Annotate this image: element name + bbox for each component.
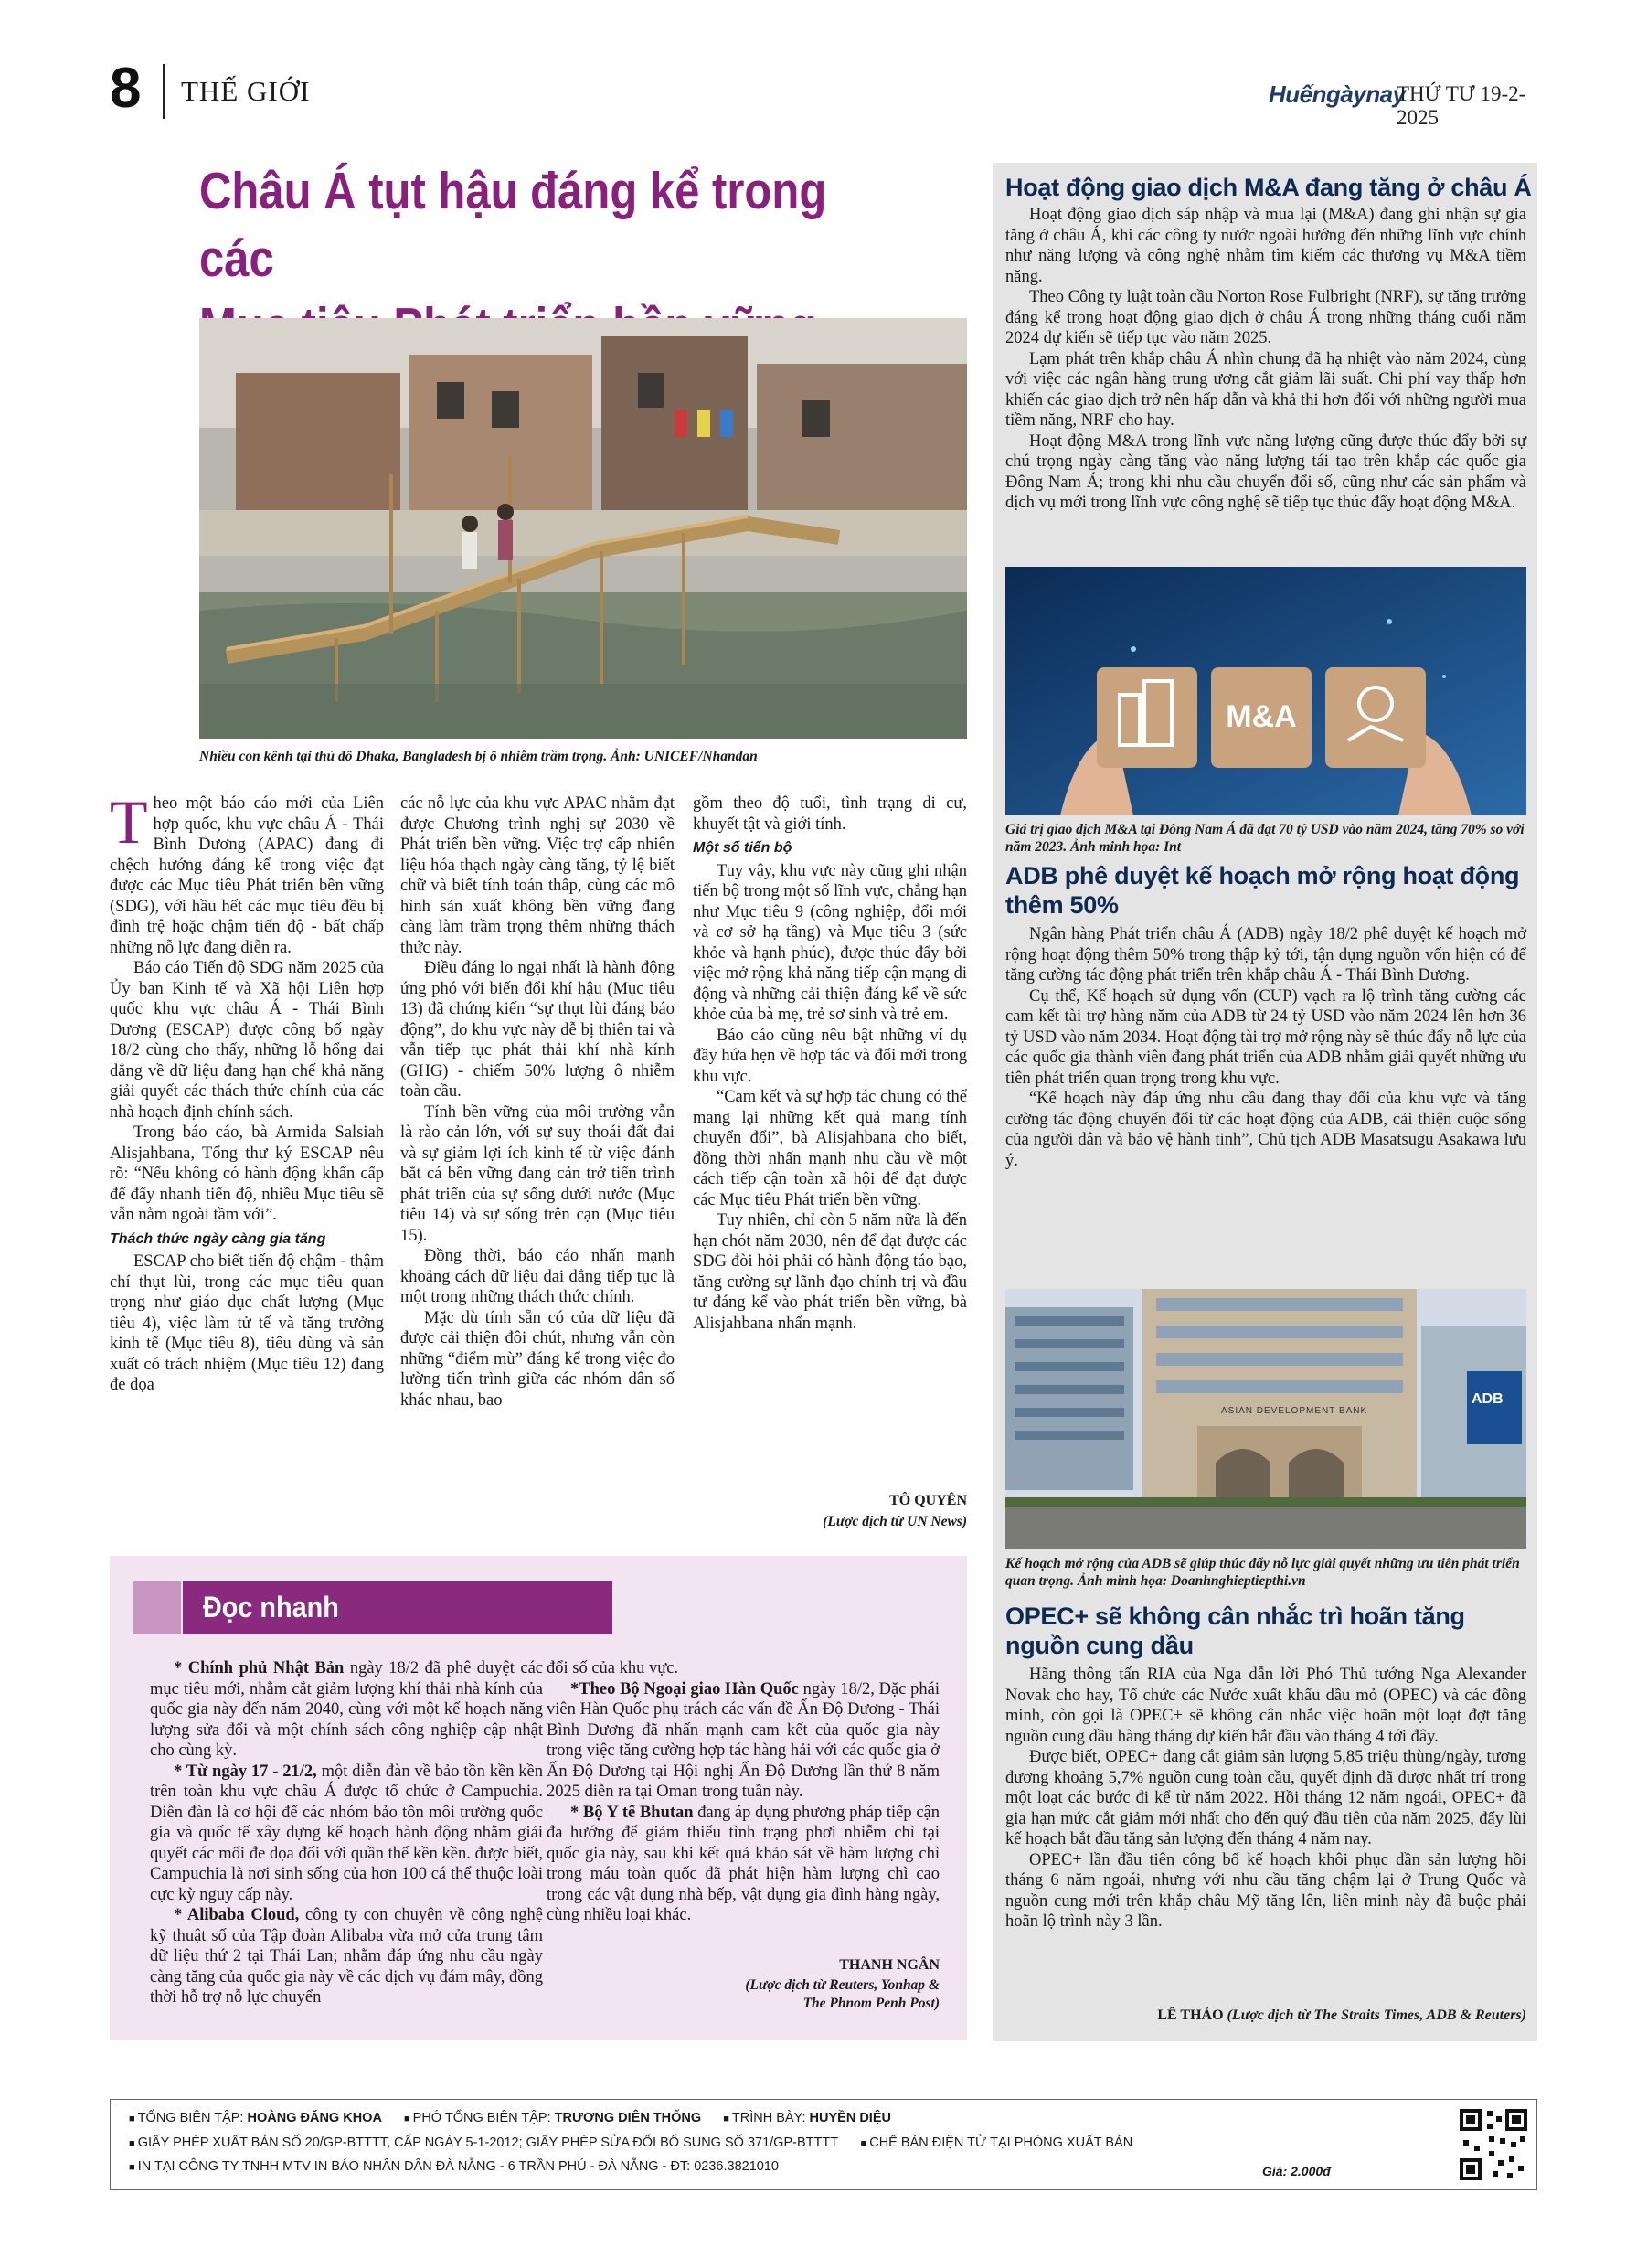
- issue-date: THỨ TƯ 19-2-2025: [1397, 82, 1526, 129]
- article-paragraph: “Kế hoạch này đáp ứng nhu cầu đang thay đổi của khu vực và tăng cường tác động chuyển đổi từ các hoạt động của ADB, cải thiện cuộc sống của người dân và bảo vệ hành tinh”, Chủ tịch ADB Masatsugu Asakawa lưu ý.: [1005, 1090, 1526, 1170]
- quick-read-item: [547, 1803, 940, 1926]
- page-header: [110, 57, 1535, 129]
- article-paragraph: Tính bền vững của môi trường vẫn là rào cản lớn, với sự suy thoái đất đai và sự giảm lợi ích kinh tế từ việc đánh bắt cá bền vững đang cản trở tiến trình phát triển của sự sống dưới nước (Mục tiêu 14) và sự sống trên cạn (Mục tiêu 15).: [400, 1102, 675, 1245]
- quick-read-item: [547, 1679, 940, 1803]
- adb-building-sign: ASIAN DEVELOPMENT BANK: [1221, 1406, 1368, 1416]
- page-number: 8: [110, 57, 142, 120]
- article-paragraph: Điều đáng lo ngại nhất là hành động ứng phó với biến đổi khí hậu (Mục tiêu 13) đã chứng kiến “sự thụt lùi đáng báo động”, do khu vực này dễ bị thiên tai và vẫn tiếp tục phát thải khí nhà kính (GHG) - chiếm 50% lượng ô nhiễm toàn cầu.: [400, 959, 675, 1101]
- quick-read-column-2: [547, 1658, 940, 1926]
- footer-line-1: [129, 2111, 1390, 2125]
- paragraph-text: heo một báo cáo mới của Liên hợp quốc, khu vực châu Á - Thái Bình Dương (APAC) đang đi chệch hướng đáng kể trong việc đạt được các Mục tiêu Phát triển bền vững (SDG), với hầu hết các mục tiêu đều bị đình trệ hoặc chậm tiến độ - bất chấp những nỗ lực đang diễn ra.: [110, 794, 384, 957]
- footer-license: ■ GIẤY PHÉP XUẤT BẢN SỐ 20/GP-BTTTT, CẤP NGÀY 5-1-2012; GIẤY PHÉP SỬA ĐỔI BỔ SUNG SỐ 371/GP-BTTTT: [129, 2135, 838, 2150]
- main-source: (Lược dịch từ UN News): [823, 1514, 967, 1529]
- footer-value: TRƯƠNG DIÊN THỐNG: [554, 2111, 702, 2125]
- right-sidebar: [993, 163, 1537, 2041]
- article-paragraph: Đồng thời, báo cáo nhấn mạnh khoảng cách dữ liệu dai dẳng tiếp tục là một trong những thách thức chính.: [400, 1247, 675, 1306]
- article-paragraph: Hãng thông tấn RIA của Nga dẫn lời Phó Thủ tướng Nga Alexander Novak cho hay, Tổ chức các Nước xuất khẩu dầu mỏ (OPEC) và các đồng minh, còn gọi là OPEC+ sẽ không cân nhắc việc hoãn một loạt đợt tăng nguồn cung dầu hàng tháng dự kiến bắt đầu vào tháng 4 tới đây.: [1005, 1666, 1526, 1746]
- qr-code-graphic: [1456, 2105, 1531, 2184]
- article-paragraph: ESCAP cho biết tiến độ chậm - thậm chí thụt lùi, trong các mục tiêu quan trọng như giáo dục chất lượng (Mục tiêu 4), việc làm tử tế và tăng trưởng kinh tế (Mục tiêu 8), tiêu dùng và sản xuất có trách nhiệm (Mục tiêu 12) đang đe dọa: [110, 1252, 384, 1394]
- article-paragraph: Hoạt động giao dịch sáp nhập và mua lại (M&A) đang ghi nhận sự gia tăng ở châu Á, khi các công ty nước ngoài hướng đến những lĩnh vực chính như năng lượng và công nghệ nhằm tìm kiếm các thương vụ M&A tiềm năng.: [1005, 206, 1526, 286]
- ma-headline: Hoạt động giao dịch M&A đang tăng ở châu Á: [1005, 174, 1532, 201]
- quick-read-box: [110, 1556, 967, 2040]
- footer-label: PHÓ TỔNG BIÊN TẬP:: [412, 2111, 551, 2125]
- header-divider: [163, 64, 165, 119]
- opec-byline: [1005, 2007, 1526, 2024]
- ma-article: [1005, 205, 1526, 514]
- article-paragraph: Tuy vậy, khu vực này cũng ghi nhận tiến bộ trong một số lĩnh vực, chẳng hạn như Mục tiêu 9 (công nghiệp, đổi mới và cơ sở hạ tầng) và Mục tiêu 3 (sức khỏe và hạnh phúc), được thúc đẩy bởi việc mở rộng khả năng tiếp cận mạng di động và những cải thiện đáng kể về sức khỏe của bà mẹ, trẻ sơ sinh và trẻ em.: [693, 861, 967, 1024]
- footer-layout: [723, 2111, 891, 2125]
- article-paragraph: Theo Công ty luật toàn cầu Norton Rose Fulbright (NRF), sự tăng trưởng đáng kể trong hoạt động giao dịch ở châu Á trong những tháng cuối năm 2024 dự kiến sẽ tiếp tục vào năm 2025.: [1005, 288, 1526, 347]
- adb-banner: ADB: [1472, 1391, 1504, 1407]
- main-author: TÔ QUYÊN: [889, 1493, 967, 1508]
- adb-building-photo: [1005, 1289, 1526, 1549]
- item-text: ngày 18/2 đã phê duyệt các mục tiêu mới, nhằm cắt giảm lượng khí thải nhà kính của quốc gia này đến năm 2040, cùng với một kế hoạch năng lượng sửa đổi và một chính sách công nghiệp cập nhật cho cùng kỳ.: [150, 1659, 544, 1760]
- article-paragraph: Ngân hàng Phát triển châu Á (ADB) ngày 18/2 phê duyệt kế hoạch mở rộng hoạt động thêm 50% trong thập kỷ tới, tận dụng nguồn vốn hiện có để tăng cường tác động phát triển trên khắp châu Á - Thái Bình Dương.: [1005, 925, 1526, 985]
- quick-read-item: [150, 1658, 543, 1762]
- adb-photo-caption: Kế hoạch mở rộng của ADB sẽ giúp thúc đẩy nỗ lực giải quyết những ưu tiên phát triển quan trọng. Ảnh minh họa: Doanhnghieptiepthi.vn: [1005, 1556, 1520, 1589]
- article-paragraph: các nỗ lực của khu vực APAC nhằm đạt được Chương trình nghị sự 2030 về Phát triển bền vững. Việc trợ cấp nhiên liệu hóa thạch ngày càng tăng, tỷ lệ biết chữ và biết tính toán thấp, cùng các mô hình sản xuất không bền vững đang càng làm trầm trọng thêm những thách thức này.: [400, 794, 675, 957]
- footer-printer: ■ IN TẠI CÔNG TY TNHH MTV IN BÁO NHÂN DÂN ĐÀ NẴNG - 6 TRẦN PHÚ - ĐÀ NẴNG - ĐT: 0236.3821010: [129, 2159, 779, 2174]
- article-column-3: [693, 793, 967, 1334]
- item-text: một diễn đàn về bảo tồn kền kền trên toàn khu vực châu Á được tổ chức ở Campuchia. Diễn đàn là cơ hội để các nhóm bảo tồn môi trường quốc gia và quốc tế xây dựng kế hoạch hành động nhằm giải quyết các mối đe dọa đối với quần thể kền kền. được biết, Campuchia là nơi sinh sống của hơn 100 cá thể thuộc loài cực kỳ nguy cấp này.: [150, 1762, 543, 1904]
- article-paragraph: gồm theo độ tuổi, tình trạng di cư, khuyết tật và giới tính.: [693, 794, 967, 834]
- footer-value: HUYỀN DIỆU: [809, 2111, 891, 2125]
- quick-read-title: Đọc nhanh: [203, 1591, 339, 1624]
- quick-read-item: [150, 1905, 543, 2008]
- quick-read-item: [150, 1762, 543, 1906]
- item-text: đang áp dụng phương pháp tiếp cận đa hướng để giảm thiểu tình trạng phơi nhiễm chì tại quốc gia này, sau khi kết quả khảo sát về hàm lượng chì trong máu toàn quốc đã phát hiện hàm lượng chì cao trong các vật dụng nhà bếp, vật dụng gia đình hàng ngày, cùng nhiều loại khác.: [547, 1803, 940, 1924]
- item-lead: * Alibaba Cloud,: [174, 1906, 300, 1924]
- ma-block-label: M&A: [1226, 699, 1297, 734]
- opec-article: [1005, 1665, 1526, 1933]
- dhaka-canal-illustration: [199, 318, 967, 739]
- footer-line-3: [129, 2158, 1390, 2175]
- footer-label: TRÌNH BÀY:: [731, 2111, 806, 2125]
- article-paragraph: Báo cáo Tiến độ SDG năm 2025 của Ủy ban Kinh tế và Xã hội Liên hợp quốc khu vực châu Á - Thái Bình Dương (ESCAP) được công bố ngày 18/2 cùng cho thấy, những lỗ hổng dai dẳng về dữ liệu đang hạn chế khả năng giải quyết các thách thức chính của các nhà hoạch định chính sách.: [110, 959, 384, 1122]
- quick-read-title-bar: [183, 1581, 612, 1634]
- dropcap: T: [110, 787, 148, 857]
- footer-box: [110, 2099, 1537, 2190]
- article-column-2: [400, 793, 675, 1411]
- adb-article: [1005, 924, 1526, 1171]
- footer-editor: [129, 2111, 382, 2125]
- article-paragraph: [110, 787, 384, 958]
- article-paragraph: Hoạt động M&A trong lĩnh vực năng lượng cũng được thúc đẩy bởi sự chú trọng ngày càng tăng vào năng lượng tái tạo trên khắp các quốc gia Đông Nam Á; trong khi nhu cầu chuyển đổi số, cũng như các sản phẩm và dịch vụ mới trong lĩnh vực công nghệ sẽ tiếp tục thúc đẩy hoạt động M&A.: [1005, 431, 1526, 512]
- opec-headline: OPEC+ sẽ không cân nhắc trì hoãn tăng nguồn cung dầu: [1005, 1603, 1465, 1659]
- item-lead: * Chính phủ Nhật Bản: [174, 1659, 345, 1677]
- subheading-progress: Một số tiến bộ: [693, 840, 792, 856]
- article-paragraph: Tuy nhiên, chỉ còn 5 năm nữa là đến hạn chót năm 2030, nên để đạt được các SDG đòi hỏi phải có hành động táo bạo, tăng cường sự lãnh đạo chính trị và đầu tư đáng kể vào phát triển bền vững, bà Alisjahbana nhấn mạnh.: [693, 1211, 967, 1333]
- quick-read-source-2: The Phnom Penh Post): [802, 1996, 940, 2011]
- item-lead: * Bộ Y tế Bhutan: [570, 1803, 694, 1822]
- main-photo-caption: Nhiều con kênh tại thủ đô Dhaka, Bangladesh bị ô nhiễm trầm trọng. Ảnh: UNICEF/Nhandan: [199, 749, 758, 764]
- item-text: công ty con chuyên về công nghệ kỹ thuật số của Tập đoàn Alibaba vừa mở cửa trung tâm dữ liệu thứ 2 tại Thái Lan; nhằm đáp ứng nhu cầu ngày càng tăng của quốc gia này về các dịch vụ đám mây, đồng thời hỗ trợ nỗ lực chuyển: [150, 1906, 544, 2007]
- adb-building-illustration: [1005, 1289, 1526, 1549]
- footer-price: Giá: 2.000đ: [1262, 2164, 1331, 2178]
- footer-label: TỔNG BIÊN TẬP:: [137, 2111, 244, 2125]
- adb-headline: ADB phê duyệt kế hoạch mở rộng hoạt động thêm 50%: [1005, 862, 1520, 919]
- footer-prepress: ■ CHẾ BẢN ĐIỆN TỬ TẠI PHÒNG XUẤT BẢN: [861, 2135, 1133, 2150]
- item-lead: * Từ ngày 17 - 21/2,: [174, 1762, 317, 1781]
- article-paragraph: Mặc dù tính sẵn có của dữ liệu đã được cải thiện đôi chút, nhưng vẫn còn những “điểm mù” đáng kể trong việc đo lường tiến trình giữa các nhóm dân số khác nhau, bao: [400, 1308, 675, 1410]
- quick-read-item: đổi số của khu vực.: [547, 1659, 679, 1677]
- quick-read-accent: [133, 1581, 181, 1634]
- dhaka-canal-photo: [199, 318, 967, 739]
- item-lead: *Theo Bộ Ngoại giao Hàn Quốc: [570, 1679, 799, 1698]
- quick-read-author: THANH NGÂN: [839, 1957, 940, 1973]
- opec-source: (Lược dịch từ The Straits Times, ADB & Reuters): [1223, 2007, 1526, 2023]
- headline-line-1: Châu Á tụt hậu đáng kể trong các: [199, 162, 827, 288]
- footer-deputy: [404, 2111, 701, 2125]
- ma-photo-caption: Giá trị giao dịch M&A tại Đông Nam Á đã đạt 70 tỷ USD vào năm 2024, tăng 70% so với năm 2023. Ảnh minh họa: Int: [1005, 822, 1525, 855]
- opec-author: LÊ THẢO: [1157, 2007, 1224, 2023]
- footer-value: HOÀNG ĐĂNG KHOA: [247, 2111, 382, 2125]
- footer-line-2: [129, 2135, 1390, 2151]
- article-paragraph: Cụ thể, Kế hoạch sử dụng vốn (CUP) vạch ra lộ trình tăng cường các cam kết tài trợ hàng năm của ADB từ 24 tỷ USD vào năm 2024 lên hơn 36 tỷ USD vào năm 2034. Hoạt động tài trợ mở rộng này sẽ thúc đẩy nỗ lực của các quốc gia thành viên đang phát triển của ADB nhằm giải quyết những ưu tiên phát triển quan trọng trong khu vực.: [1005, 986, 1526, 1088]
- masthead-logo: Huếngàynay: [1269, 80, 1406, 108]
- article-paragraph: Trong báo cáo, bà Armida Salsiah Alisjahbana, Tổng thư ký ESCAP nêu rõ: “Nếu không có hành động khẩn cấp để đẩy nhanh tiến độ, nhiều Mục tiêu sẽ vẫn nằm ngoài tầm với”.: [110, 1123, 384, 1224]
- article-paragraph: OPEC+ lần đầu tiên công bố kế hoạch khôi phục dần sản lượng hồi tháng 6 năm ngoái, nhưng với nhu cầu tăng chậm lại ở Trung Quốc và nguồn cung mới trên khắp châu Mỹ tăng lên, liên minh này đã buộc phải hoãn lộ trình này 3 lần.: [1005, 1850, 1526, 1931]
- article-column-1: [110, 787, 384, 1396]
- ma-photo: [1005, 567, 1526, 815]
- ma-blocks-illustration: [1005, 567, 1526, 815]
- quick-read-source-1: (Lược dịch từ Reuters, Yonhap &: [745, 1977, 940, 1993]
- item-text: ngày 18/2, Đặc phái viên Hàn Quốc phụ trách các vấn đề Ấn Độ Dương - Thái Bình Dương đã nhấn mạnh cam kết của quốc gia này trong việc tăng cường hợp tác hàng hải với các quốc gia ở Ấn Độ Dương tại Hội nghị Ấn Độ Dương lần thứ 8 năm 2025 diễn ra tại Oman trong tuần này.: [547, 1679, 940, 1801]
- article-paragraph: “Cam kết và sự hợp tác chung có thể mang lại những kết quả mang tính chuyển đổi”, bà Alisjahbana cho biết, đồng thời nhấn mạnh nhu cầu về một cách tiếp cận toàn xã hội để đạt được các Mục tiêu Phát triển bền vững.: [693, 1088, 967, 1209]
- quick-read-column-1: [150, 1658, 543, 2008]
- subheading-challenges: Thách thức ngày càng gia tăng: [110, 1230, 326, 1247]
- section-label: THẾ GIỚI: [181, 75, 311, 107]
- article-paragraph: Được biết, OPEC+ đang cắt giảm sản lượng 5,85 triệu thùng/ngày, tương đương khoảng 5,7% nguồn cung toàn cầu, quyết định đã được nhất trí trong một loạt các bước đi kể từ năm 2022. Hồi tháng 12 năm ngoái, OPEC+ đã gia hạn mức cắt giảm mới nhất cho đến quý đầu tiên của năm 2025, đẩy lùi kế hoạch bắt đầu tăng sản lượng đến tháng 4 năm nay.: [1005, 1748, 1526, 1848]
- article-paragraph: Lạm phát trên khắp châu Á nhìn chung đã hạ nhiệt vào năm 2024, cùng với việc các ngân hàng trung ương cắt giảm lãi suất. Chi phí vay thấp hơn khiến các giao dịch trở nên hấp dẫn và khả thi hơn đối với những người mua tiềm năng, NRF cho hay.: [1005, 349, 1526, 430]
- article-paragraph: Báo cáo cũng nêu bật những ví dụ đầy hứa hẹn về hợp tác và đổi mới trong khu vực.: [693, 1026, 967, 1086]
- qr-code-icon: [1456, 2105, 1531, 2184]
